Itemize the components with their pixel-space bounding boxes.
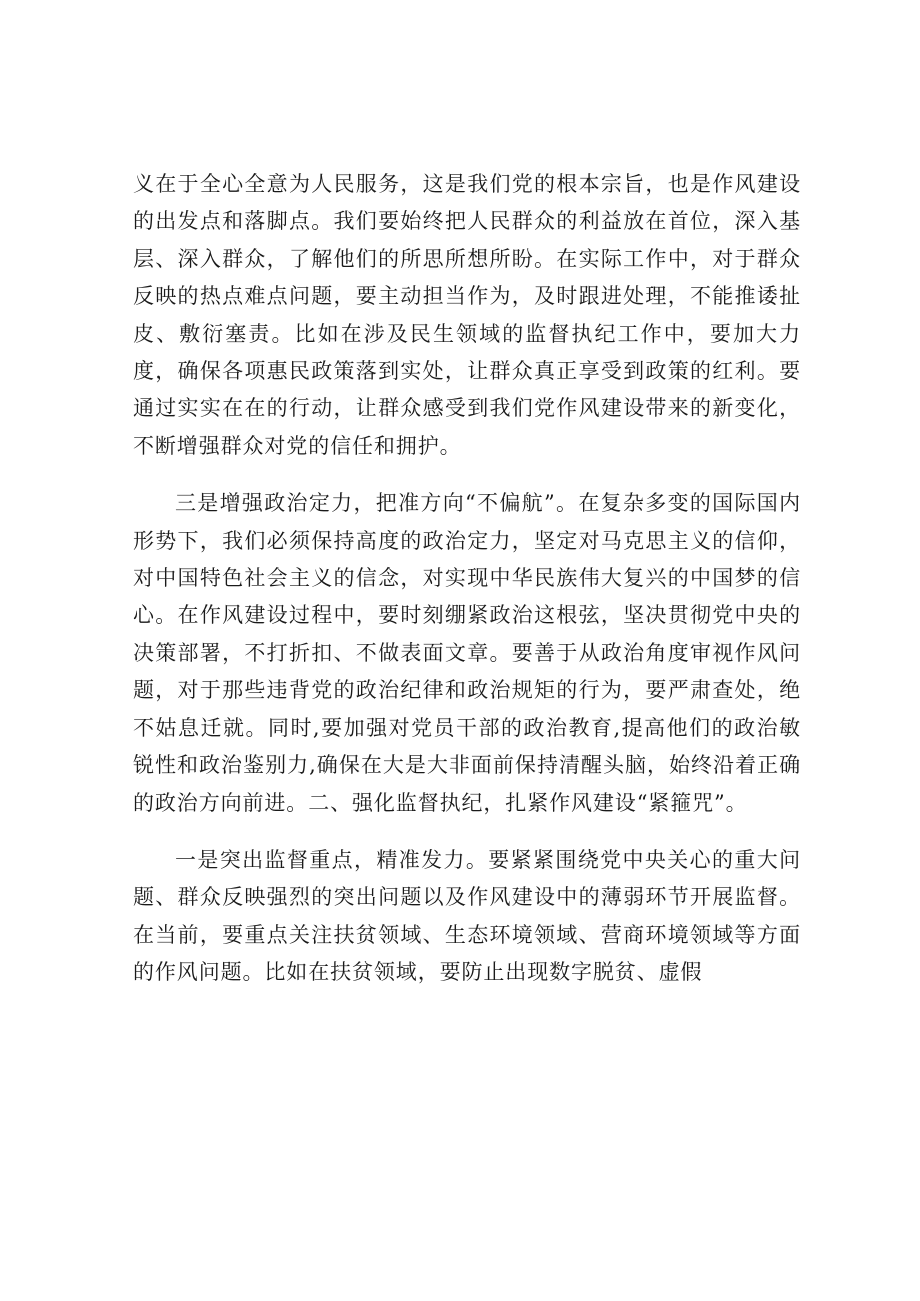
paragraph-supervision-focus: 一是突出监督重点，精准发力。要紧紧围绕党中央关心的重大问题、群众反映强烈的突出问题以及作风建设中的薄弱环节开展监督。在当前，要重点关注扶贫领域、生态环境领域、营商环境领域等方面的作风问题。比如在扶贫领域，要防止出现数字脱贫、虚假 [133,847,801,985]
document-body [133,166,801,992]
paragraph-political-resolve: 三是增强政治定力，把准方向“不偏航”。在复杂多变的国际国内形势下，我们必须保持高度的政治定力，坚定对马克思主义的信仰，对中国特色社会主义的信念，对实现中华民族伟大复兴的中国梦的信心。在作风建设过程中，要时刻绷紧政治这根弦，坚决贯彻党中央的决策部署，不打折扣、不做表面文章。要善于从政治角度审视作风问题，对于那些违背党的政治纪律和政治规矩的行为，要严肃查处，绝不姑息迁就。同时,要加强对党员干部的政治教育,提高他们的政治敏锐性和政治鉴别力,确保在大是大非面前保持清醒头脑，始终沿着正确的政治方向前进。二、强化监督执纪，扎紧作风建设“紧箍咒”。 [133,491,801,815]
paragraph-people-service: 义在于全心全意为人民服务，这是我们党的根本宗旨，也是作风建设的出发点和落脚点。我们要始终把人民群众的利益放在首位，深入基层、深入群众，了解他们的所思所想所盼。在实际工作中，对于群众反映的热点难点问题，要主动担当作为，及时跟进处理，不能推诿扯皮、敷衍塞责。比如在涉及民生领域的监督执纪工作中，要加大力度，确保各项惠民政策落到实处，让群众真正享受到政策的红利。要通过实实在在的行动，让群众感受到我们党作风建设带来的新变化，不断增强群众对党的信任和拥护。 [133,172,801,458]
